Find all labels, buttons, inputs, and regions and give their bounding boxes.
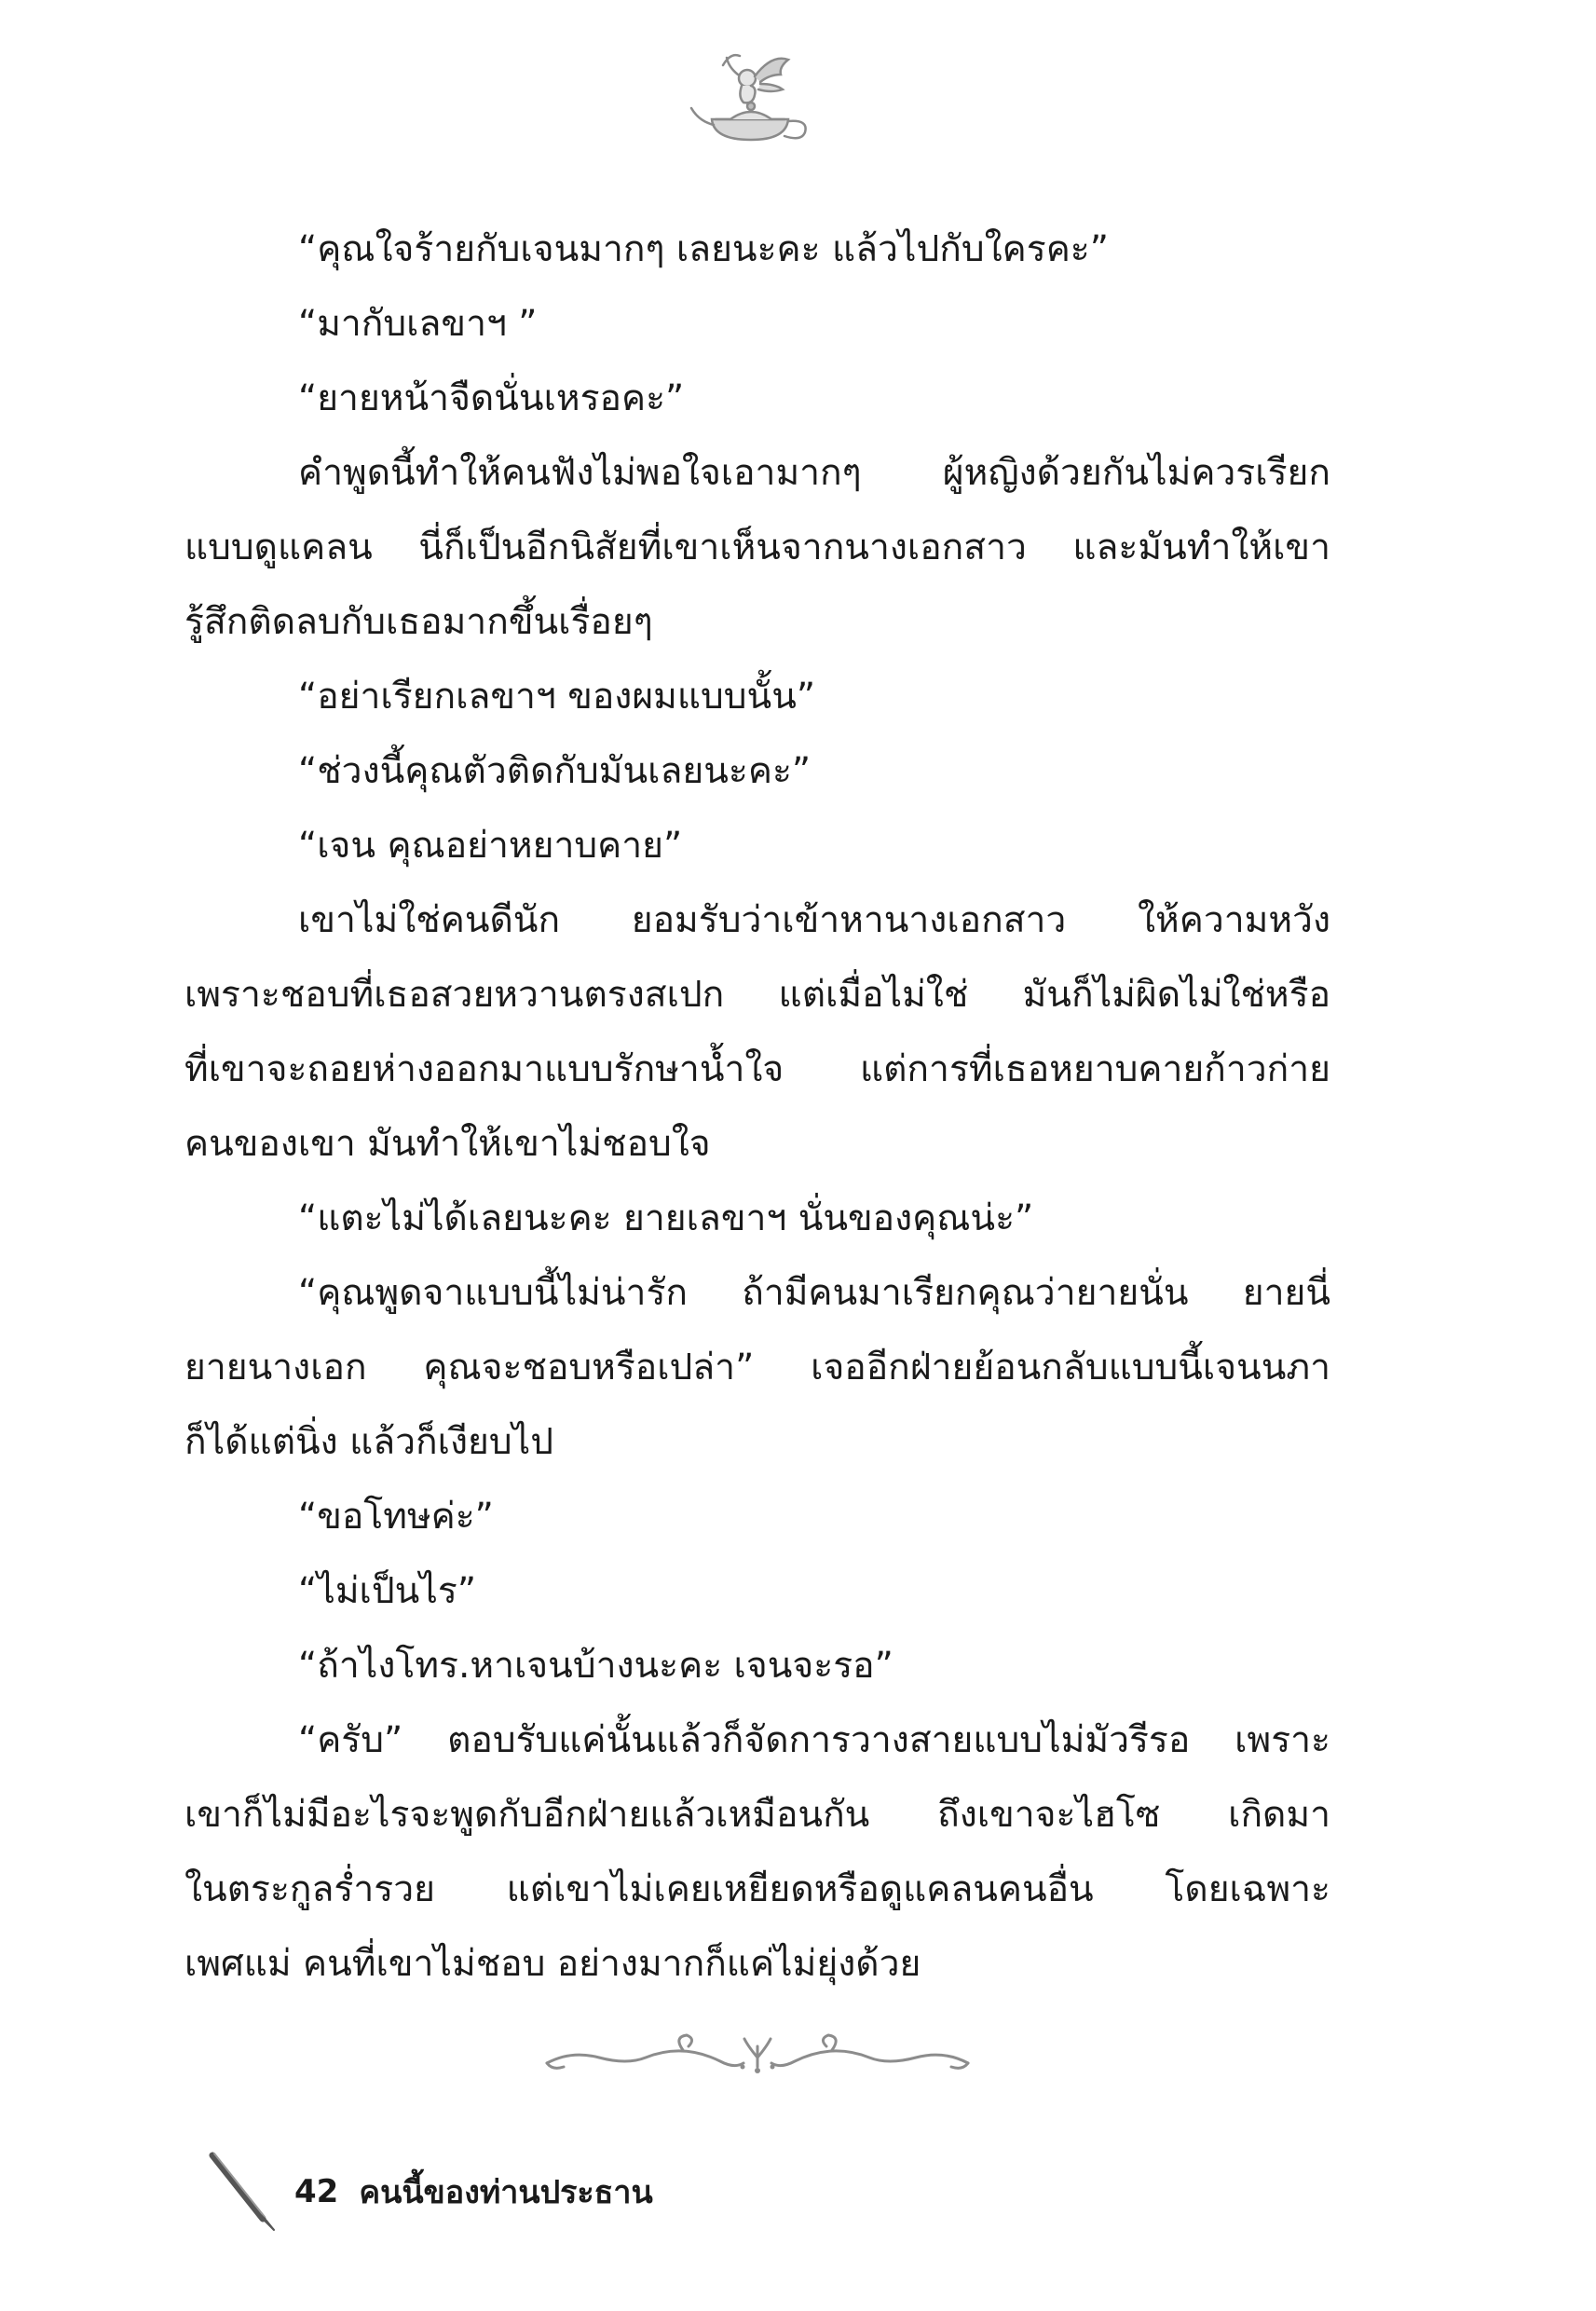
page-number: 42 <box>294 2173 339 2210</box>
dialogue-line: “แตะไม่ได้เลยนะคะ ยายเลขาฯ นั่นของคุณน่ะ” <box>298 1197 1034 1239</box>
dialogue-line: “ถ้าไงโทร.หาเจนบ้างนะคะ เจนจะรอ” <box>298 1645 893 1687</box>
paragraph-line: เขาก็ไม่มีอะไรจะพูดกับอีกฝ่ายแล้วเหมือนกัน ถึงเขาจะไฮโซ เกิดมา <box>184 1794 1330 1836</box>
body-text <box>184 212 1330 2002</box>
book-title: คนนี้ของท่านประธาน <box>359 2174 653 2211</box>
paragraph-line: เขาไม่ใช่คนดีนัก ยอมรับว่าเข้าหานางเอกสาว ให้ความหวัง <box>298 899 1330 941</box>
paragraph-line: รู้สึกติดลบกับเธอมากขึ้นเรื่อยๆ <box>184 601 653 643</box>
flourish-divider-icon <box>543 2030 972 2095</box>
paragraph-line: เพศแม่ คนที่เขาไม่ชอบ อย่างมากก็แค่ไม่ยุ่งด้วย <box>184 1943 921 1985</box>
paragraph-line: ในตระกูลร่ำรวย แต่เขาไม่เคยเหยียดหรือดูแคลนคนอื่น โดยเฉพาะ <box>184 1868 1330 1910</box>
page-footer <box>207 2154 653 2229</box>
paragraph-line: ที่เขาจะถอยห่างออกมาแบบรักษาน้ำใจ แต่การที่เธอหยาบคายก้าวก่าย <box>184 1048 1330 1090</box>
dialogue-line: “เจน คุณอย่าหยาบคาย” <box>298 825 683 867</box>
cupid-teapot-ornament-icon <box>686 47 816 149</box>
paragraph-line: “คุณพูดจาแบบนี้ไม่น่ารัก ถ้ามีคนมาเรียกคุณว่ายายนั่น ยายนี่ <box>298 1272 1330 1314</box>
dialogue-line: “ช่วงนี้คุณตัวติดกับมันเลยนะคะ” <box>298 750 812 792</box>
dialogue-line: “คุณใจร้ายกับเจนมากๆ เลยนะคะ แล้วไปกับใครคะ” <box>298 228 1109 270</box>
fountain-pen-icon <box>207 2150 281 2234</box>
paragraph-line: ก็ได้แต่นิ่ง แล้วก็เงียบไป <box>184 1421 554 1463</box>
paragraph-line: เพราะชอบที่เธอสวยหวานตรงสเปก แต่เมื่อไม่ใช่ มันก็ไม่ผิดไม่ใช่หรือ <box>184 974 1330 1016</box>
dialogue-line: “ขอโทษค่ะ” <box>298 1496 494 1538</box>
paragraph-line: “ครับ” ตอบรับแค่นั้นแล้วก็จัดการวางสายแบบไม่มัวรีรอ เพราะ <box>298 1719 1330 1761</box>
dialogue-line: “มากับเลขาฯ ” <box>298 303 538 345</box>
paragraph-line: แบบดูแคลน นี่ก็เป็นอีกนิสัยที่เขาเห็นจากนางเอกสาว และมันทำให้เขา <box>184 526 1330 568</box>
dialogue-line: “ไม่เป็นไร” <box>298 1570 477 1612</box>
paragraph-line: ยายนางเอก คุณจะชอบหรือเปล่า” เจออีกฝ่ายย้อนกลับแบบนี้เจนนภา <box>184 1347 1330 1388</box>
paragraph-line: คำพูดนี้ทำให้คนฟังไม่พอใจเอามากๆ ผู้หญิงด้วยกันไม่ควรเรียก <box>298 452 1330 494</box>
dialogue-line: “อย่าเรียกเลขาฯ ของผมแบบนั้น” <box>298 676 816 718</box>
paragraph-line: คนของเขา มันทำให้เขาไม่ชอบใจ <box>184 1123 711 1165</box>
dialogue-line: “ยายหน้าจืดนั่นเหรอคะ” <box>298 377 685 419</box>
